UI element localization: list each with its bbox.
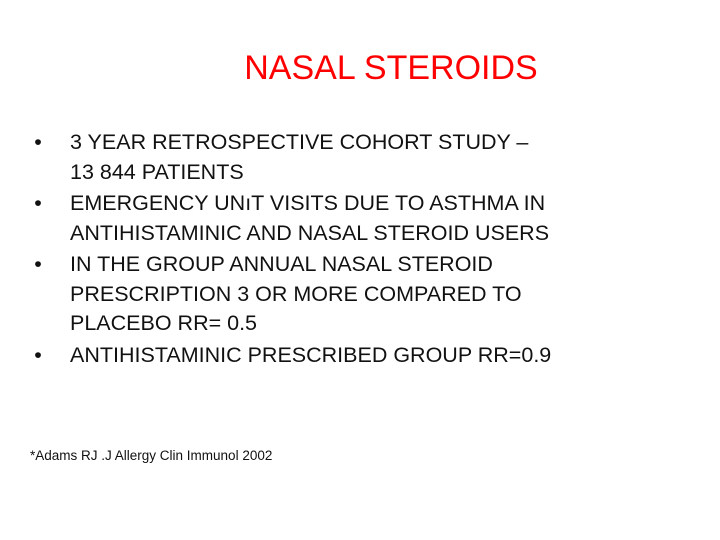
bullet-line: PRESCRIPTION 3 OR MORE COMPARED TO: [70, 281, 522, 306]
bullet-dot-icon: •: [34, 342, 42, 367]
bullet-line: PLACEBO RR= 0.5: [70, 311, 258, 335]
slide-title: NASAL STEROIDS: [244, 49, 538, 87]
footnote-citation: *Adams RJ .J Allergy Clin Immunol 2002: [30, 448, 273, 463]
bullet-line: 13 844 PATIENTS: [70, 159, 244, 184]
bullet-line: EMERGENCY UNıT VISITS DUE TO ASTHMA IN: [70, 191, 546, 215]
bullet-line: ANTIHISTAMINIC PRESCRIBED GROUP RR=0.9: [70, 342, 552, 367]
bullet-item: [30, 250, 700, 339]
bullet-line: IN THE GROUP ANNUAL NASAL STEROID: [70, 252, 493, 276]
bullet-line: ANTIHISTAMINIC AND NASAL STEROID USERS: [70, 220, 550, 245]
bullet-list: [30, 128, 700, 372]
bullet-line: 3 YEAR RETROSPECTIVE COHORT STUDY –: [70, 130, 529, 154]
bullet-item: [30, 341, 700, 371]
bullet-dot-icon: •: [34, 252, 42, 276]
bullet-dot-icon: •: [34, 191, 42, 215]
bullet-dot-icon: •: [34, 130, 42, 154]
bullet-item: [30, 128, 700, 187]
bullet-item: [30, 189, 700, 248]
